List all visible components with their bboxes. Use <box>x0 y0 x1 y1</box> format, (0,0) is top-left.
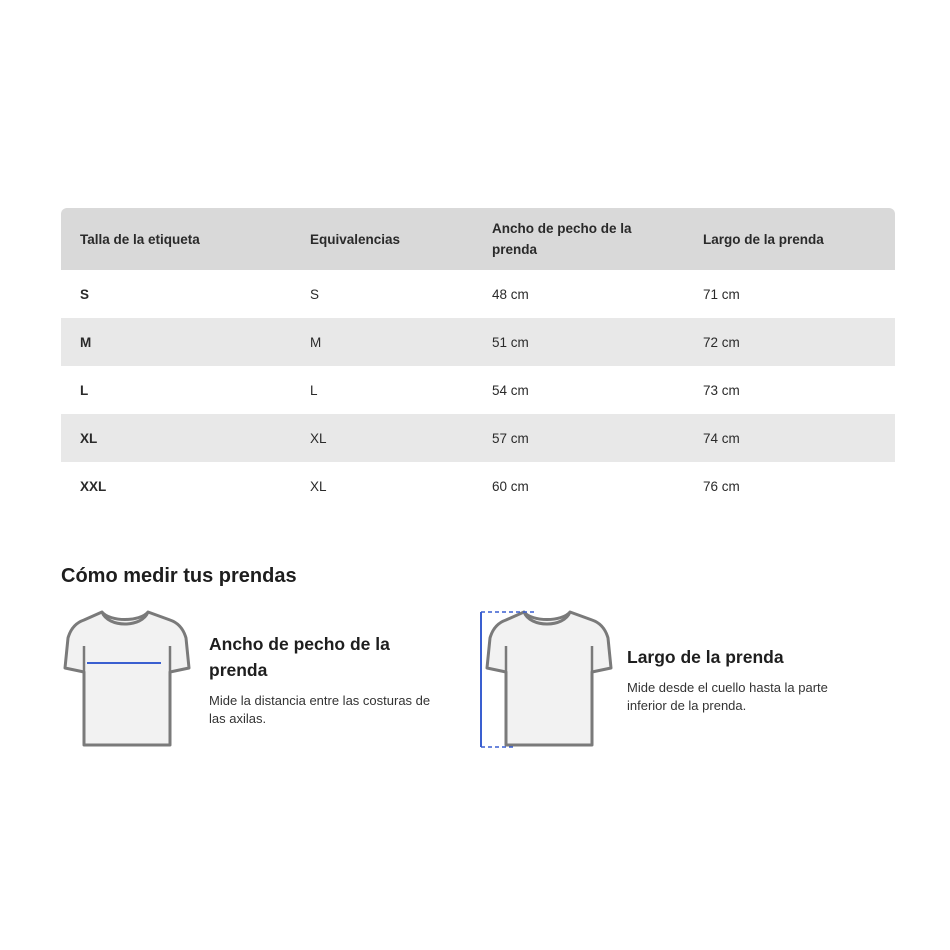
chest-cell: 48 cm <box>492 286 529 302</box>
table-row <box>61 414 895 462</box>
size-cell: S <box>80 286 90 302</box>
length-cell: 76 cm <box>703 478 740 494</box>
table-header <box>61 208 895 270</box>
chest-cell: 60 cm <box>492 478 529 494</box>
table-row <box>61 462 895 510</box>
tshirt-length-icon <box>476 604 616 754</box>
equivalence-cell: XL <box>310 430 327 446</box>
guide-description: Mide desde el cuello hasta la parte inferior de la prenda. <box>627 680 828 713</box>
table-row <box>61 318 895 366</box>
section-title: Cómo medir tus prendas <box>61 565 297 587</box>
tshirt-chest-width-icon <box>58 604 198 754</box>
table-row <box>61 366 895 414</box>
size-cell: L <box>80 382 89 398</box>
length-cell: 72 cm <box>703 334 740 350</box>
chest-cell: 54 cm <box>492 382 529 398</box>
equivalence-cell: XL <box>310 478 327 494</box>
size-cell: XXL <box>80 478 107 494</box>
equivalence-cell: L <box>310 382 318 398</box>
header-label-size: Talla de la etiqueta <box>80 231 200 247</box>
length-cell: 74 cm <box>703 430 740 446</box>
guide-description: Mide la distancia entre las costuras de las axilas. <box>209 693 431 726</box>
chest-cell: 57 cm <box>492 430 529 446</box>
table-row <box>61 270 895 318</box>
equivalence-cell: M <box>310 334 322 350</box>
length-cell: 73 cm <box>703 382 740 398</box>
guide-title: Ancho de pecho de la prenda <box>209 634 390 680</box>
size-cell: M <box>80 334 92 350</box>
length-cell: 71 cm <box>703 286 740 302</box>
header-chest-width: Ancho de pecho de la prenda <box>492 221 632 257</box>
guide-title: Largo de la prenda <box>627 647 784 667</box>
size-table <box>61 208 895 510</box>
equivalence-cell: S <box>310 286 320 302</box>
header-equivalences: Equivalencias <box>310 231 401 247</box>
chest-cell: 51 cm <box>492 334 529 350</box>
size-cell: XL <box>80 430 98 446</box>
header-length: Largo de la prenda <box>703 231 824 247</box>
